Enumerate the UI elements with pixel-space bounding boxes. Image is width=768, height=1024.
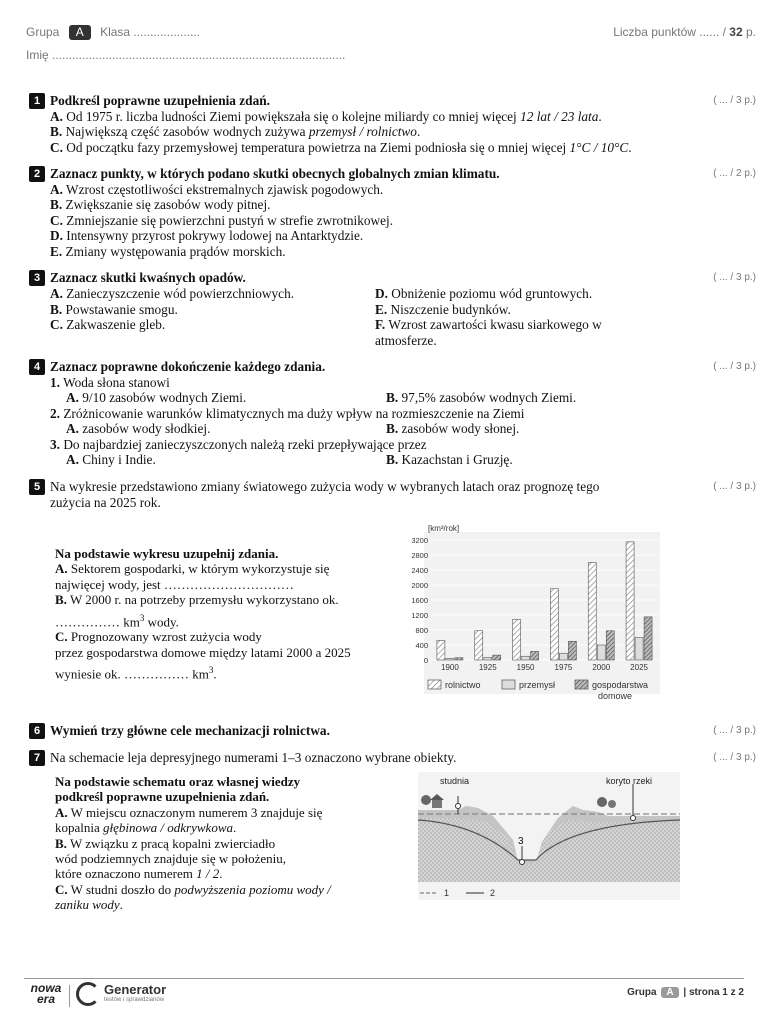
label-koryto: koryto rzeki: [606, 776, 653, 786]
group-badge: A: [69, 25, 91, 40]
points-label: Liczba punktów ...... /: [613, 25, 726, 39]
option-choice[interactable]: 12 lat / 23 lata: [520, 108, 599, 124]
bar-2025-0: [626, 542, 634, 660]
generator-title: Generator: [104, 982, 167, 997]
y-axis-label: [km³/rok]: [428, 524, 460, 533]
option-text: Zmiany występowania prądów morskich.: [65, 243, 286, 259]
points-unit: p.: [745, 25, 756, 39]
y-tick-label: 1200: [411, 611, 428, 620]
option-text: 9/10 zasobów wodnych Ziemi.: [82, 390, 247, 405]
option-choice[interactable]: 1 / 2: [196, 866, 220, 882]
question-number: 4: [29, 359, 45, 375]
question-number: 2: [29, 166, 45, 182]
option-f[interactable]: F. Wzrost zawartości kwasu siarkowego w: [375, 317, 602, 332]
option-text: Wzrost zawartości kwasu siarkowego w: [388, 317, 602, 332]
option-text: Wzrost częstotliwości ekstremalnych zjawisk pogodowych.: [66, 181, 384, 197]
option-a[interactable]: A. Wzrost częstotliwości ekstremalnych zjawisk pogodowych.: [50, 181, 384, 197]
legend-label-2: 2: [490, 888, 496, 898]
well-marker: [456, 804, 461, 809]
bar-1950-2: [531, 651, 539, 660]
option-b: B. W związku z pracą kopalni zwierciadło: [55, 835, 276, 851]
option-text: zasobów wody słonej.: [401, 421, 520, 436]
fill-text[interactable]: najwięcej wody, jest …………………………: [55, 576, 294, 592]
legend-swatch-przemysl: [502, 680, 515, 689]
option-b[interactable]: B. Kazachstan i Gruzję.: [386, 452, 513, 467]
option-a[interactable]: A. Zanieczyszczenie wód powierzchniowych.: [50, 286, 295, 301]
option-choice[interactable]: przemysł / rolnictwo: [308, 124, 417, 139]
option-choice[interactable]: głębinowa / odkrywkowa: [103, 820, 234, 836]
question-4: [50, 359, 710, 471]
x-tick-label: 2025: [630, 663, 648, 672]
option-text: 97,5% zasobów wodnych Ziemi.: [401, 390, 577, 405]
question-7-task: Na podstawie schematu oraz własnej wiedzy podkreśl poprawne uzupełnienia zdań. A. W miejscu oznaczonym numerem 3 znajduje się kopalnia głębinowa / odkrywkowa. B. W związku z pracą kopalni zwierciadło wód podziemnych znajduje się w położeniu, które oznaczono numerem 1 / 2. C. W studni doszło do podwyższenia poziomu wody / zaniku wody.: [55, 774, 331, 913]
option-text: które oznaczono numerem: [55, 866, 193, 882]
y-tick-label: 1600: [411, 596, 428, 605]
y-tick-label: 3200: [411, 536, 428, 545]
question-6: [50, 723, 330, 739]
option-c[interactable]: C. Zmniejszanie się powierzchni pustyń w strefie zwrotnikowej.: [50, 212, 394, 228]
question-title: Zaznacz poprawne dokończenie każdego zdania.: [50, 359, 326, 374]
option-text: Od początku fazy przemysłowej temperatura powietrza na Ziemi podniosła się o mniej więcej: [66, 139, 567, 155]
y-tick-label: 400: [415, 641, 428, 650]
bar-1975-0: [550, 589, 558, 660]
fill-a[interactable]: A. Sektorem gospodarki, w którym wykorzystuje się: [55, 561, 330, 577]
x-tick-label: 2000: [592, 663, 611, 672]
option-e[interactable]: E. Niszczenie budynków.: [375, 301, 511, 317]
option-text: Intensywny przyrost pokrywy lodowej na Antarktydzie.: [66, 228, 364, 243]
class-field[interactable]: Klasa ....................: [100, 25, 201, 39]
bar-1900-0: [437, 641, 445, 661]
intro-line: zużycia na 2025 rok.: [50, 494, 161, 510]
bar-1950-0: [513, 620, 521, 661]
option-b[interactable]: B. Największą część zasobów wodnych zużywa przemysł / rolnictwo.: [50, 124, 421, 139]
tree-icon: [608, 800, 616, 808]
question-number: 5: [29, 479, 45, 495]
sentence-3: 3. Do najbardziej zanieczyszczonych należą rzeki przepływające przez: [50, 436, 427, 452]
points-summary: [613, 25, 756, 39]
sentence-text: Do najbardziej zanieczyszczonych należą rzeki przepływające przez: [63, 436, 427, 452]
bar-1900-1: [446, 659, 454, 661]
depression-cone-diagram: [418, 772, 682, 902]
task-title: podkreśl poprawne uzupełnienia zdań.: [55, 789, 270, 805]
option-d[interactable]: D. Obniżenie poziomu wód gruntowych.: [375, 286, 593, 301]
option-text: Chiny i Indie.: [82, 452, 156, 467]
question-points: ( ... / 3 p.): [713, 361, 756, 372]
x-tick-label: 1975: [554, 663, 573, 672]
question-1: [50, 93, 632, 155]
question-points: ( ... / 3 p.): [713, 725, 756, 736]
option-c: C. W studni doszło do podwyższenia poziomu wody /: [55, 881, 331, 897]
intro-line: Na wykresie przedstawiono zmiany światowego zużycia wody w wybranych latach oraz prognozę tego: [50, 479, 600, 494]
option-c[interactable]: C. Zakwaszenie gleb.: [50, 317, 166, 332]
group-label: Grupa: [26, 25, 60, 39]
option-a[interactable]: A. 9/10 zasobów wodnych Ziemi.: [66, 390, 247, 405]
option-text: W miejscu oznaczonym numerem 3 znajduje się: [70, 804, 323, 820]
river-marker: [631, 816, 636, 821]
bar-2025-1: [635, 638, 643, 661]
legend-przemysl: przemysł: [519, 680, 556, 690]
option-a[interactable]: A. zasobów wody słodkiej.: [66, 421, 211, 436]
bar-1900-2: [455, 658, 463, 660]
fill-text: wody.: [144, 613, 179, 629]
bar-2000-1: [597, 645, 605, 660]
fill-text: Sektorem gospodarki, w którym wykorzystuje się: [70, 561, 330, 577]
nowa-era-logo: [24, 983, 68, 1005]
option-b[interactable]: B. Powstawanie smogu.: [50, 301, 178, 317]
fill-b-blank[interactable]: …………… $km^3$ wody.: [55, 612, 179, 629]
fill-c[interactable]: C. Prognozowany wzrost zużycia wody: [55, 629, 262, 645]
option-text: Zmniejszanie się powierzchni pustyń w strefie zwrotnikowej.: [66, 212, 394, 228]
legend-label-1: 1: [444, 888, 450, 898]
tree-icon: [421, 795, 431, 805]
fill-b[interactable]: B. W 2000 r. na potrzeby przemysłu wykorzystano ok.: [55, 592, 339, 608]
option-text: Powstawanie smogu.: [65, 301, 178, 317]
question-points: ( ... / 3 p.): [713, 272, 756, 283]
bar-1925-1: [484, 657, 492, 660]
sentence-2: 2. Zróżnicowanie warunków klimatycznych ma duży wpływ na rozmieszczenie na Ziemi: [50, 405, 525, 421]
option-text: Obniżenie poziomu wód gruntowych.: [391, 286, 593, 301]
footer-page-info: [627, 987, 744, 998]
question-number: 7: [29, 750, 45, 766]
logo-divider: [69, 985, 70, 1007]
option-text: W studni doszło do: [70, 881, 172, 897]
footer-page: | strona 1 z 2: [683, 987, 744, 998]
option-b[interactable]: B. 97,5% zasobów wodnych Ziemi.: [386, 390, 577, 405]
legend-swatch-rolnictwo: [428, 680, 441, 689]
option-text: Zanieczyszczenie wód powierzchniowych.: [66, 286, 295, 301]
fill-text: wyniesie ok. …………… km: [55, 666, 209, 682]
option-choice[interactable]: 1°C / 10°C: [569, 139, 629, 155]
question-points: ( ... / 3 p.): [713, 95, 756, 106]
question-7-intro: [50, 750, 456, 766]
chart-background: [424, 532, 660, 694]
legend-gospodarstwa: gospodarstwa: [592, 680, 649, 690]
y-tick-label: 800: [415, 626, 428, 635]
option-e[interactable]: E. Zmiany występowania prądów morskich.: [50, 243, 286, 259]
bar-2000-2: [606, 631, 614, 660]
question-number: 6: [29, 723, 45, 739]
option-text: Zwiększanie się zasobów wody pitnej.: [65, 197, 271, 212]
y-tick-label: 2000: [411, 581, 428, 590]
x-tick-label: 1900: [441, 663, 459, 672]
water-usage-chart: [398, 518, 662, 704]
option-a[interactable]: A. Od 1975 r. liczba ludności Ziemi powiększała się o kolejne miliardy co mniej więcej 12 lat / 23 lata.: [50, 108, 602, 124]
bar-1975-2: [568, 641, 576, 660]
legend-domowe: domowe: [598, 691, 633, 701]
fill-text: Prognozowany wzrost zużycia wody: [70, 629, 262, 645]
option-b[interactable]: B. Zwiększanie się zasobów wody pitnej.: [50, 197, 271, 212]
bar-1925-0: [475, 631, 483, 660]
option-text: zasobów wody słodkiej.: [82, 421, 211, 436]
mine-marker: [520, 860, 525, 865]
option-f-cont: atmosferze.: [375, 332, 437, 348]
option-c[interactable]: C. Od początku fazy przemysłowej temperatura powietrza na Ziemi podniosła się o mniej więcej 1°C / 10°C.: [50, 139, 632, 155]
sentence-1: 1. Woda słona stanowi: [50, 374, 170, 390]
question-title: Zaznacz skutki kwaśnych opadów.: [50, 270, 246, 285]
option-text: Kazachstan i Gruzję.: [401, 452, 513, 467]
question-title: Wymień trzy główne cele mechanizacji rolnictwa.: [50, 723, 330, 738]
fill-text: W 2000 r. na potrzeby przemysłu wykorzystano ok.: [69, 592, 339, 608]
option-choice[interactable]: podwyższenia poziomu wody /: [174, 881, 331, 897]
question-points: ( ... / 3 p.): [713, 481, 756, 492]
option-a[interactable]: A. Chiny i Indie.: [66, 452, 156, 467]
x-tick-label: 1950: [516, 663, 535, 672]
sentence-text: Woda słona stanowi: [63, 374, 170, 390]
option-text: Od 1975 r. liczba ludności Ziemi powiększała się o kolejne miliardy co mniej więcej: [66, 108, 517, 124]
bar-2000-0: [588, 563, 596, 661]
house-icon: [432, 800, 442, 808]
bar-2025-2: [644, 617, 652, 660]
option-text: W związku z pracą kopalni zwierciadło: [69, 835, 276, 851]
bar-1950-1: [522, 656, 530, 660]
option-b[interactable]: B. zasobów wody słonej.: [386, 421, 520, 436]
question-3: [50, 270, 710, 350]
question-5-task: [55, 546, 351, 682]
name-field[interactable]: Imię ........................................................................................: [26, 48, 346, 62]
generator-logo-icon: [76, 982, 100, 1006]
question-number: 3: [29, 270, 45, 286]
option-a: A. W miejscu oznaczonym numerem 3 znajduje się: [55, 804, 323, 820]
logo-text: nowa: [30, 981, 62, 995]
logo-text: era: [36, 992, 56, 1006]
footer-group-badge: A: [661, 987, 678, 998]
question-2: [50, 166, 500, 259]
header-group: [26, 25, 200, 40]
question-title: Zaznacz punkty, w których podano skutki obecnych globalnych zmian klimatu.: [50, 166, 500, 181]
question-number: 1: [29, 93, 45, 109]
question-5-intro: [50, 479, 599, 510]
bar-1975-1: [559, 653, 567, 660]
y-tick-label: 2400: [411, 566, 428, 575]
option-d[interactable]: D. Intensywny przyrost pokrywy lodowej na Antarktydzie.: [50, 228, 364, 243]
option-text: Niszczenie budynków.: [390, 301, 511, 317]
label-3: 3: [518, 836, 524, 847]
y-tick-label: 0: [423, 656, 428, 665]
bar-1925-2: [493, 655, 501, 660]
y-tick-label: 2800: [411, 551, 428, 560]
option-choice[interactable]: zaniku wody: [55, 897, 120, 913]
intro-line: Na schemacie leja depresyjnego numerami 1–3 oznaczono wybrane obiekty.: [50, 750, 457, 765]
option-text: wód podziemnych znajduje się w położeniu,: [55, 851, 287, 867]
legend-rolnictwo: rolnictwo: [445, 680, 481, 690]
sentence-text: Zróżnicowanie warunków klimatycznych ma duży wpływ na rozmieszczenie na Ziemi: [63, 405, 525, 421]
tree-icon: [597, 797, 607, 807]
option-text: Największą część zasobów wodnych zużywa: [65, 124, 306, 139]
fill-text: …………… km: [55, 613, 140, 629]
question-points: ( ... / 3 p.): [713, 752, 756, 763]
fill-text: przez gospodarstwa domowe między latami 2000 a 2025: [55, 644, 351, 660]
label-studnia: studnia: [440, 776, 470, 786]
footer-group-label: Grupa: [627, 987, 657, 998]
generator-subtitle: testów i sprawdzianów: [104, 997, 165, 1003]
legend-swatch-gospodarstwa: [575, 680, 588, 689]
option-text: Zakwaszenie gleb.: [66, 317, 166, 332]
points-total: 32: [729, 25, 743, 39]
x-tick-label: 1925: [478, 663, 497, 672]
task-title: Na podstawie schematu oraz własnej wiedzy: [55, 774, 301, 789]
task-title: Na podstawie wykresu uzupełnij zdania.: [55, 546, 279, 561]
fill-c-blank[interactable]: wyniesie ok. …………… $km^3$.: [55, 665, 217, 682]
option-text: kopalnia: [55, 820, 100, 836]
question-title: Podkreśl poprawne uzupełnienia zdań.: [50, 93, 270, 108]
footer-divider: [24, 978, 744, 979]
question-points: ( ... / 2 p.): [713, 168, 756, 179]
